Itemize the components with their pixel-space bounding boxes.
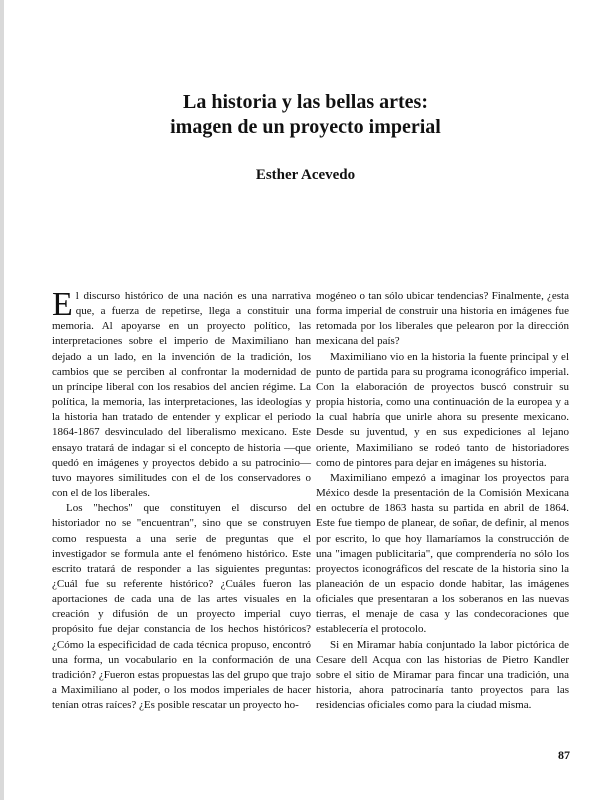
author-name: Esther Acevedo <box>255 167 356 183</box>
left-column <box>52 286 311 713</box>
paragraph-1-text: l discurso histórico de una nación es una narrativa que, a fuerza de repetirse, llega a constituir una memoria. Al apoyarse en un proyecto político, las interpretaciones sobre el imperio de Maximiliano han dejado a un lado, en la invención de la tradición, los cambios que se perciben al confrontar la modernidad de un príncipe liberal con los resabios del ancien régime. La política, la memoria, las interpretaciones, las ideologías y la historia han tratado de entender y explicar el periodo 1864-1867 desvinculado del liberalismo mexicano. Este ensayo tratará de indagar si el concepto de historia —que quedó en imágenes y proyectos debido a su patrocinio— tuvo mayores similitudes con el de los conservadores o con el de los liberales. <box>52 290 311 500</box>
article-title-line-1: La historia y las bellas artes: <box>183 91 428 113</box>
paragraph-1 <box>52 286 311 501</box>
paragraph-continued: mogéneo o tan sólo ubicar tendencias? Finalmente, ¿esta forma imperial de construir una historia en imágenes fue retomada por los liberales que pelearon por la dirección mexicana del país? <box>316 290 569 348</box>
paragraph-4: Maximiliano empezó a imaginar los proyectos para México desde la presentación de la Comisión Mexicana en octubre de 1863 hasta su partida en abril de 1864. Este fue tiempo de planear, de soñar, de definir, al menos por escrito, lo que hoy llamaríamos la construcción de una "imagen publicitaria", que comprendería no sólo los proyectos iconográficos del rescate de la historia sino la planeación de un espacio donde habitar, las imágenes oficiales que presentaran a los soberanos en las nuevas tierras, el menaje de casa y las condecoraciones que establecería el protocolo. <box>316 471 569 636</box>
right-column <box>316 289 569 713</box>
article-title-line-2: imagen de un proyecto imperial <box>170 116 441 138</box>
drop-cap: E <box>52 286 73 323</box>
paragraph-3: Maximiliano vio en la historia la fuente principal y el punto de partida para su programa iconográfico imperial. Con la elaboración de proyectos buscó construir su propia historia, como una continuación de la europea y a la cual habría que unirle ahora su presente mexicano. Desde su juventud, y en sus expediciones al lejano oriente, Maximiliano se rodeó tanto de historiadores como de pintores para dejar en imágenes su historia. <box>316 350 569 469</box>
paragraph-5: Si en Miramar había conjuntado la labor pictórica de Cesare dell Acqua con las historias de Pietro Kandler sobre el sitio de Miramar para fincar una tradición, una historia, ahora patrocinaría tanto proyectos para las residencias oficiales como para la ciudad misma. <box>316 638 569 712</box>
page-number: 87 <box>558 748 570 762</box>
paragraph-2: Los "hechos" que constituyen el discurso del historiador no se "encuentran", sino que se construyen como respuesta a una serie de preguntas que el investigador se formula ante el fenómeno histórico. Este escrito tratará de responder a las siguientes preguntas: ¿Cuál fue su referente histórico? ¿Cuáles fueron las aportaciones de cada una de las artes visuales en la creación y difusión de un proyecto imperial cuyo propósito fue dejar constancia de los hechos históricos? ¿Cómo la especificidad de cada técnica propuso, encontró una forma, un vocabulario en la conformación de una tradición? ¿Fueron estas propuestas las del grupo que trajo a Maximiliano al poder, o los modos imperiales de hacer tenían otras raíces? ¿Es posible rescatar un proyecto ho- <box>52 502 311 712</box>
